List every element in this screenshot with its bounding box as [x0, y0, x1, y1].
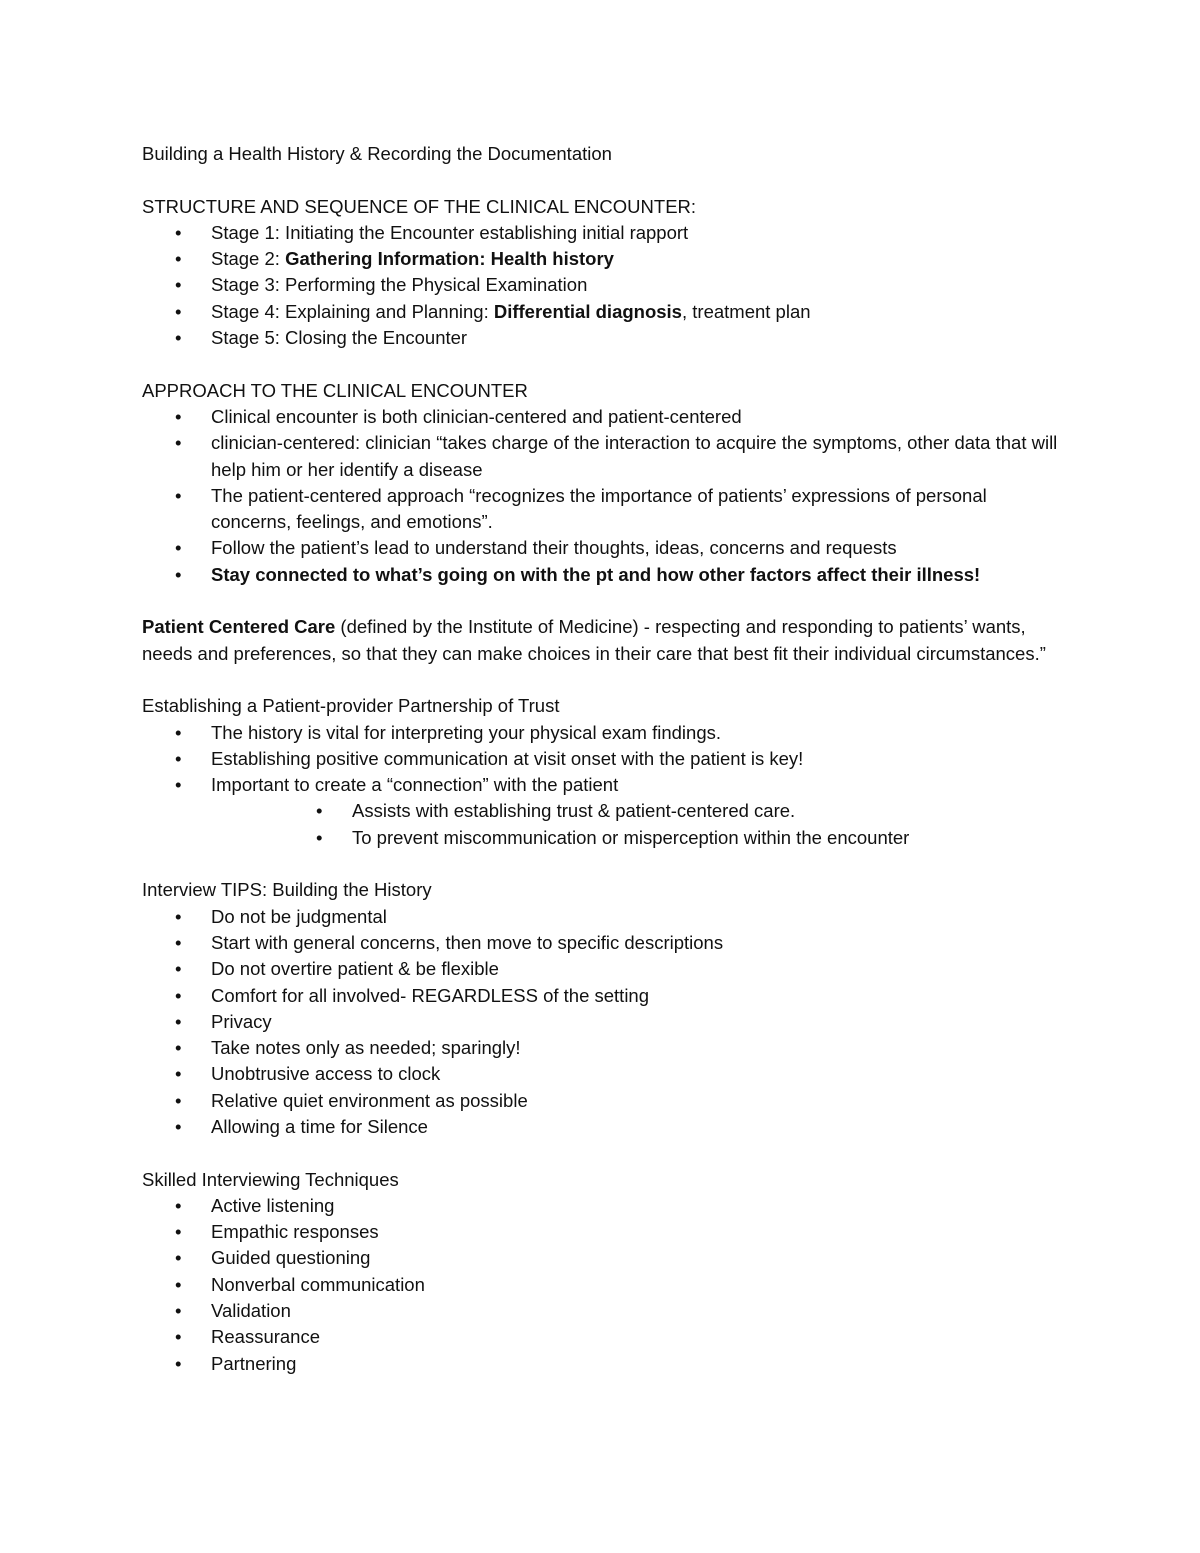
approach-list [142, 404, 1072, 588]
bullet-icon: • [175, 1037, 182, 1059]
list-item: • Do not overtire patient & be flexible [142, 956, 1072, 982]
trust-list [142, 720, 1072, 799]
bullet-icon: • [316, 826, 323, 848]
approach-heading: APPROACH TO THE CLINICAL ENCOUNTER [142, 379, 528, 401]
list-item: • clinician-centered: clinician “takes charge of the interaction to acquire the symptoms, other data that will help him or her identify a disease [175, 432, 1058, 480]
pcc-term: Patient Centered Care [142, 616, 336, 638]
list-item: • To prevent miscommunication or misperception within the encounter [142, 825, 1072, 851]
list-item: • Active listening [142, 1193, 1072, 1219]
spacer [142, 667, 1072, 693]
bullet-icon: • [175, 484, 182, 506]
skills-list [142, 1193, 1072, 1377]
list-item: • Empathic responses [142, 1219, 1072, 1245]
list-item: • Clinical encounter is both clinician-centered and patient-centered [142, 404, 1072, 430]
document-page [142, 141, 1072, 1377]
tips-heading: Interview TIPS: Building the History [142, 879, 432, 901]
bullet-icon: • [175, 432, 182, 454]
list-item: • Allowing a time for Silence [142, 1114, 1072, 1140]
skills-heading: Skilled Interviewing Techniques [142, 1168, 399, 1190]
bullet-icon: • [175, 1221, 182, 1243]
list-item: • Do not be judgmental [142, 904, 1072, 930]
bullet-icon: • [175, 1063, 182, 1085]
tips-list [142, 904, 1072, 1141]
bullet-icon: • [175, 905, 182, 927]
list-item: • Relative quiet environment as possible [142, 1088, 1072, 1114]
spacer [142, 851, 1072, 877]
list-item: • Stay connected to what’s going on with the pt and how other factors affect their illness! [142, 562, 1072, 588]
bullet-icon: • [175, 563, 182, 585]
spacer [142, 351, 1072, 377]
bullet-icon: • [175, 1273, 182, 1295]
list-item: • Stage 2: Gathering Information: Health history [142, 246, 1072, 272]
list-item: • Unobtrusive access to clock [142, 1061, 1072, 1087]
bullet-icon: • [175, 721, 182, 743]
bullet-icon: • [175, 1352, 182, 1374]
bullet-icon: • [175, 747, 182, 769]
list-item: • Stage 3: Performing the Physical Examination [142, 272, 1072, 298]
bullet-icon: • [175, 327, 182, 349]
bullet-icon: • [175, 1247, 182, 1269]
list-item: • Nonverbal communication [142, 1272, 1072, 1298]
bullet-icon: • [316, 800, 323, 822]
trust-sublist [142, 798, 1072, 851]
spacer [142, 588, 1072, 614]
list-item: • Privacy [142, 1009, 1072, 1035]
pcc-definition: (defined by the Institute of Medicine) - respecting and responding to patients’ wants, needs and preferences, so that they can make choices in their care that best fit their individual circumstances.” [142, 616, 1046, 664]
list-item: • Stage 5: Closing the Encounter [142, 325, 1072, 351]
structure-list [142, 220, 1072, 351]
list-item: • Guided questioning [142, 1245, 1072, 1271]
list-item: • Comfort for all involved- REGARDLESS of the setting [142, 983, 1072, 1009]
bullet-icon: • [175, 1194, 182, 1216]
bullet-icon: • [175, 984, 182, 1006]
bullet-icon: • [175, 931, 182, 953]
bullet-icon: • [175, 405, 182, 427]
bullet-icon: • [175, 958, 182, 980]
bullet-icon: • [175, 274, 182, 296]
list-item: • Validation [142, 1298, 1072, 1324]
list-item: • Stage 4: Explaining and Planning: Differential diagnosis, treatment plan [142, 299, 1072, 325]
structure-heading: STRUCTURE AND SEQUENCE OF THE CLINICAL ENCOUNTER: [142, 195, 697, 217]
list-item: • The history is vital for interpreting your physical exam findings. [142, 720, 1072, 746]
bullet-icon: • [175, 300, 182, 322]
bullet-icon: • [175, 1010, 182, 1032]
bullet-icon: • [175, 537, 182, 559]
list-item: • Follow the patient’s lead to understand their thoughts, ideas, concerns and requests [142, 535, 1072, 561]
list-item: • Partnering [142, 1351, 1072, 1377]
bullet-icon: • [175, 1326, 182, 1348]
bullet-icon: • [175, 1300, 182, 1322]
pcc-paragraph [142, 614, 1072, 667]
spacer [142, 167, 1072, 193]
bullet-icon: • [175, 221, 182, 243]
trust-heading: Establishing a Patient-provider Partnership of Trust [142, 695, 560, 717]
bullet-icon: • [175, 1115, 182, 1137]
list-item: • Establishing positive communication at visit onset with the patient is key! [142, 746, 1072, 772]
document-title: Building a Health History & Recording the Documentation [142, 143, 612, 164]
list-item: • Assists with establishing trust & patient-centered care. [142, 798, 1072, 824]
spacer [142, 1140, 1072, 1166]
list-item: • Start with general concerns, then move to specific descriptions [142, 930, 1072, 956]
list-item: • Reassurance [142, 1324, 1072, 1350]
list-item: • The patient-centered approach “recognizes the importance of patients’ expressions of personal concerns, feelings, and emotions”. [175, 484, 987, 533]
list-item: • Take notes only as needed; sparingly! [142, 1035, 1072, 1061]
list-item: • Important to create a “connection” with the patient [142, 772, 1072, 798]
bullet-icon: • [175, 774, 182, 796]
bullet-icon: • [175, 1089, 182, 1111]
bullet-icon: • [175, 248, 182, 270]
list-item: • Stage 1: Initiating the Encounter establishing initial rapport [142, 220, 1072, 246]
